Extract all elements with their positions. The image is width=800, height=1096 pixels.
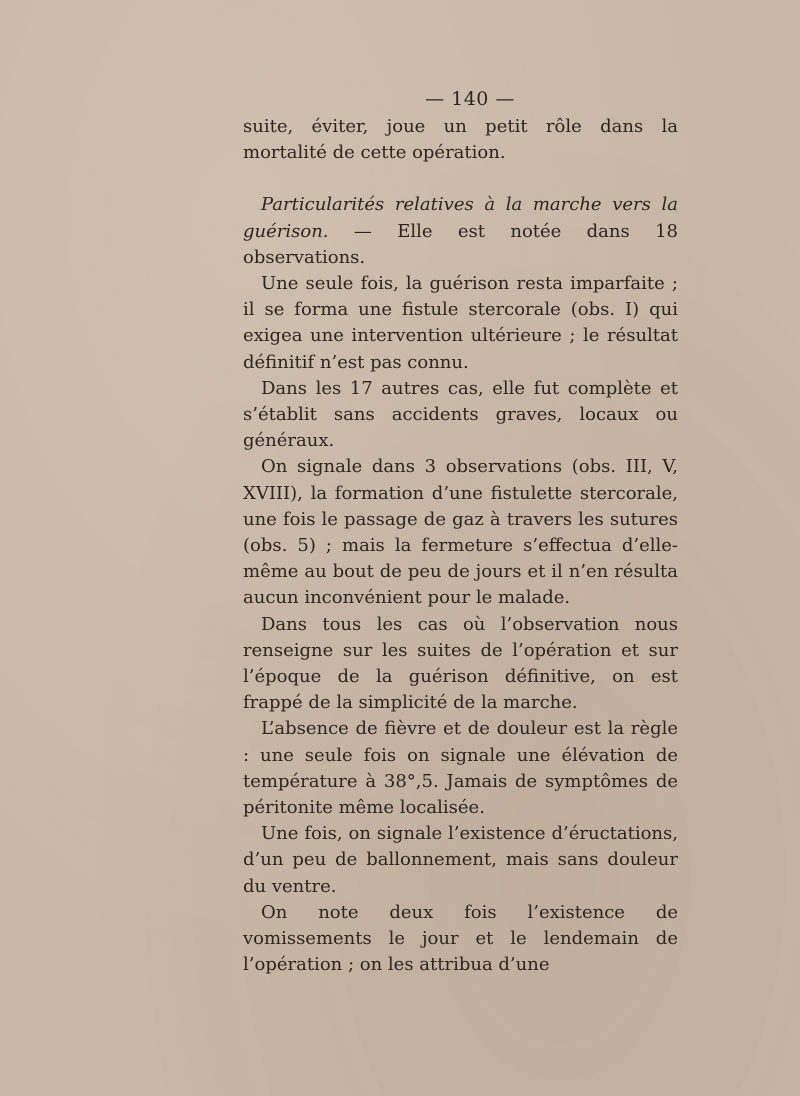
- section-heading-text: — Elle est notée dans 18 observations.: [243, 220, 678, 268]
- paragraph: Une seule fois, la guérison resta imparfaite ; il se forma une fistule stercorale (obs. I) qui exigea une intervention ultérieure ; le résultat définitif n’est pas connu.: [243, 273, 678, 373]
- page-number: — 140 —: [425, 88, 515, 110]
- paragraph-continuation: suite, éviter, joue un petit rôle dans la mortalité de cette opération.: [243, 116, 678, 164]
- paragraph: L’absence de fièvre et de douleur est la règle : une seule fois on signale une élévation de température à 38°,5. Jamais de symptômes de péritonite même localisée.: [243, 718, 678, 819]
- paragraph-section-heading: [243, 192, 678, 271]
- paragraph: On note deux fois l’existence de vomissements le jour et le lendemain de l’opération ; on les attribua d’une: [243, 901, 678, 976]
- paragraph: Dans les 17 autres cas, elle fut complète et s’établit sans accidents graves, locaux ou généraux.: [243, 377, 678, 452]
- body-text: [243, 114, 678, 979]
- section-heading: Particularités relatives à la marche vers la guérison.: [243, 194, 678, 242]
- paragraph: Dans tous les cas où l’observation nous renseigne sur les suites de l’opération et sur l’époque de la guérison définitive, on est frappé de la simplicité de la marche.: [243, 613, 678, 714]
- paragraph: Une fois, on signale l’existence d’éructations, d’un peu de ballonnement, mais sans douleur du ventre.: [243, 823, 678, 897]
- paragraph: On signale dans 3 observations (obs. III, V, XVIII), la formation d’une fistulette stercorale, une fois le passage de gaz à travers les sutures (obs. 5) ; mais la fermeture s’effectua d’elle-même au bout de peu de jours et il n’en résulta aucun inconvénient pour le malade.: [243, 456, 678, 609]
